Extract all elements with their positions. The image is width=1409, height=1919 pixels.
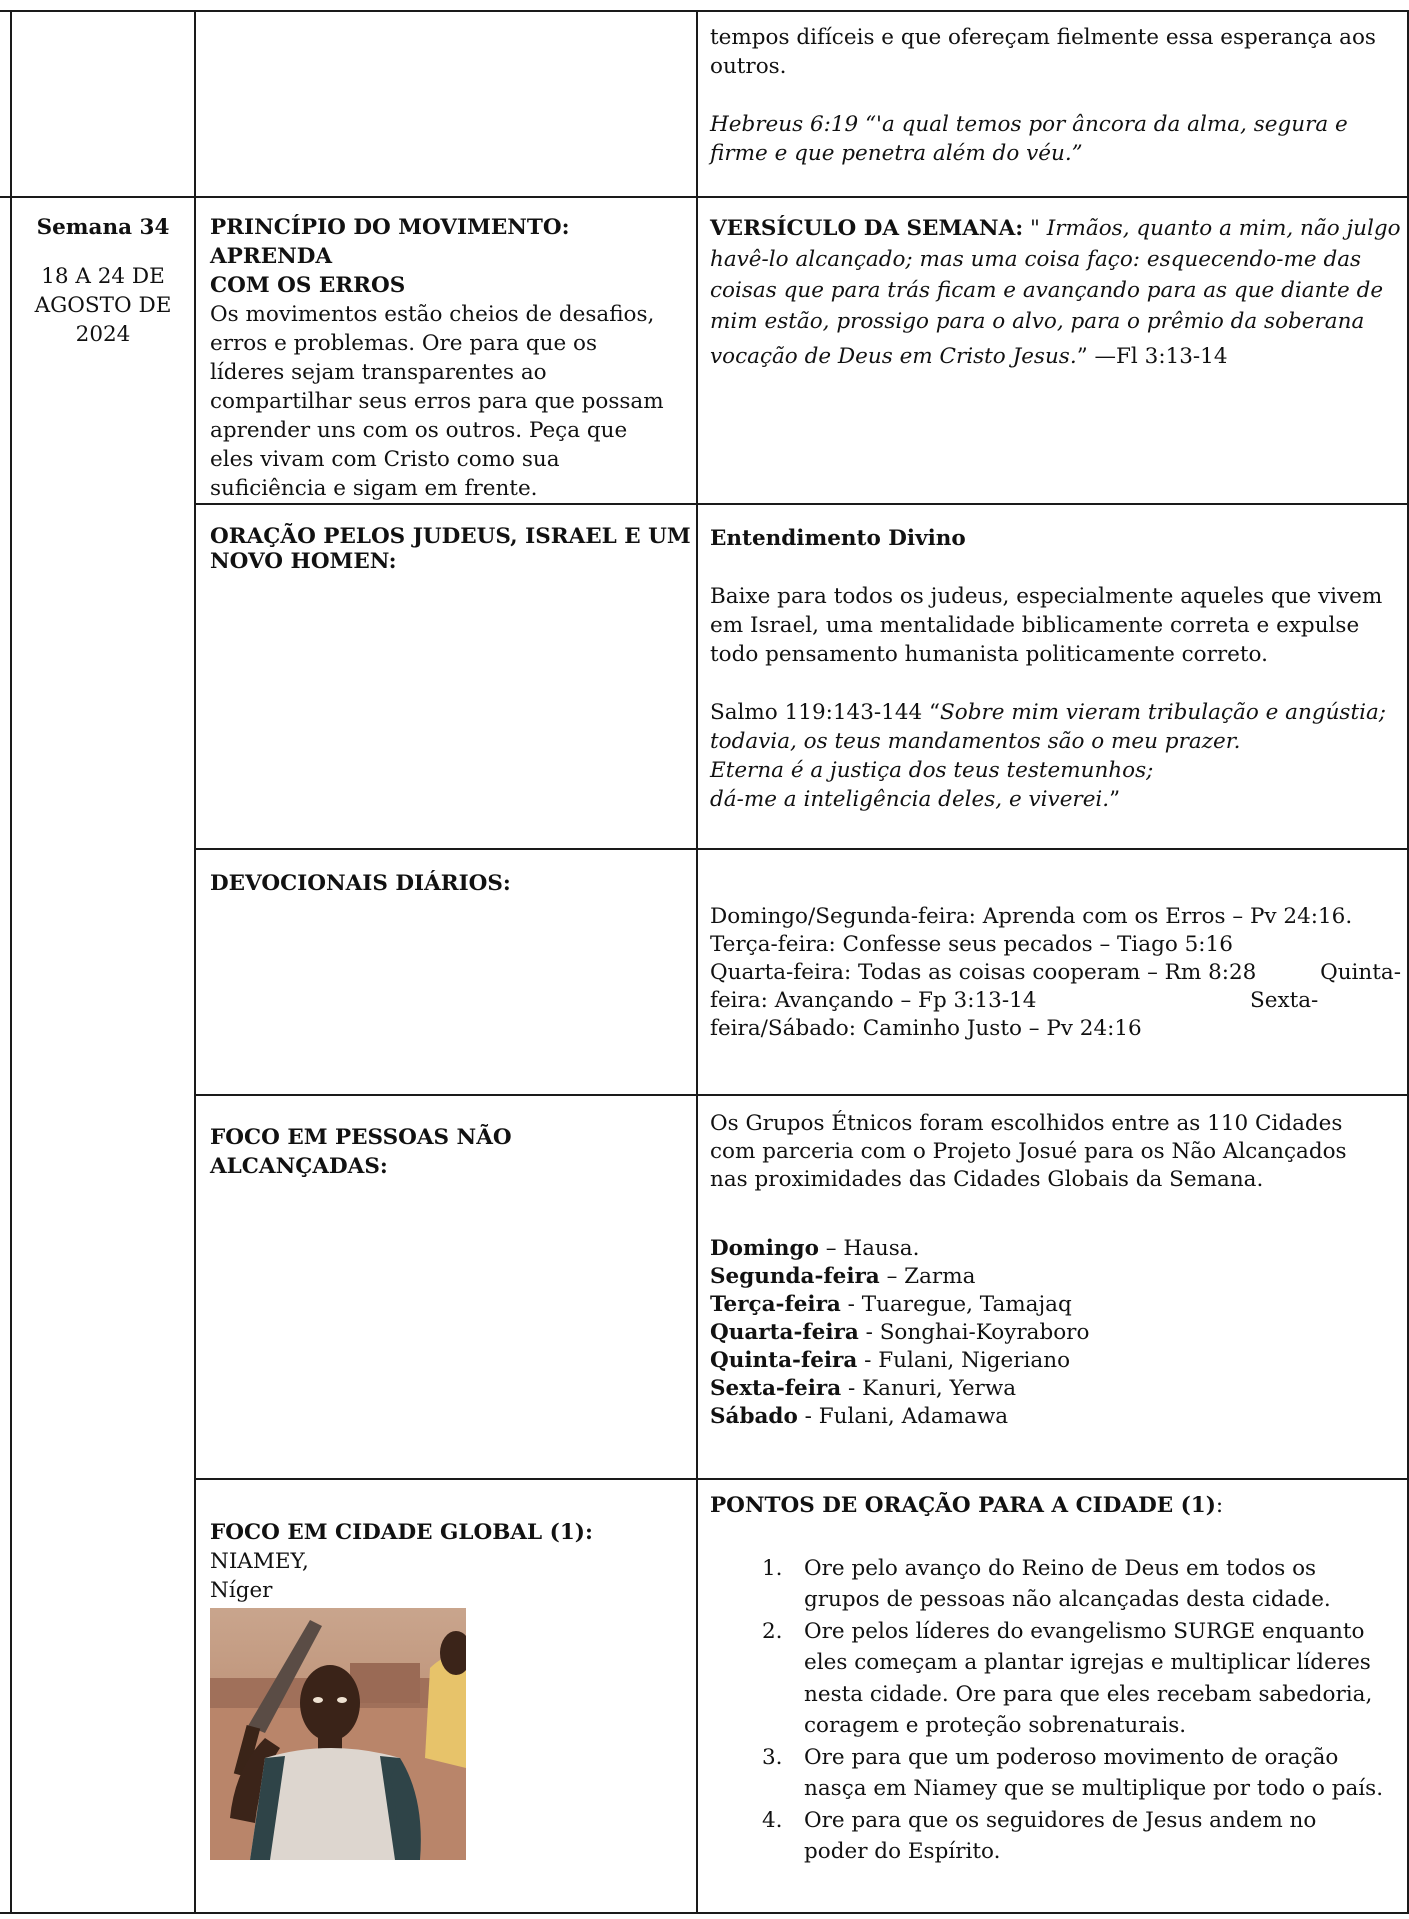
top-row-text [710,23,1400,168]
people-group: Songhai-Koyraboro [879,1320,1090,1345]
separator: – [879,1264,905,1289]
people-group-row [710,1235,1407,1263]
city-label: FOCO EM CIDADE GLOBAL (1): [210,1520,593,1545]
devotional-line: Domingo/Segunda-feira: Aprenda com os Erros – Pv 24:16. [710,904,1353,929]
devotional-line: Quarta-feira: Todas as coisas cooperam – Rm 8:28 [710,960,1257,985]
people-group: Fulani, Adamawa [818,1404,1009,1429]
prayer-point-line: grupos de pessoas não alcançadas desta cidade. [804,1587,1331,1612]
people-group: Hausa. [843,1236,920,1261]
column-divider-2 [696,10,698,1914]
jews-heading-cell [210,522,692,573]
prayer-point-line: coragem e proteção sobrenaturais. [804,1713,1187,1738]
weekday: Sábado [710,1404,798,1429]
separator: - [797,1404,819,1429]
jews-body-line: em Israel, uma mentalidade biblicamente correta e expulse [710,613,1360,638]
people-group: Kanuri, Yerwa [862,1376,1017,1401]
people-group: Tuaregue, Tamajaq [861,1292,1072,1317]
prayer-point-line: poder do Espírito. [804,1839,1001,1864]
section-heading: ORAÇÃO PELOS JUDEUS, ISRAEL E UM [210,524,691,549]
devotional-line: Sexta- [1250,988,1319,1013]
devotionals-content-cell [710,903,1407,1043]
verse-text: havê-lo alcançado; mas uma coisa faço: esquecendo-me das [710,247,1362,272]
unreached-intro: Os Grupos Étnicos foram escolhidos entre as 110 Cidades [710,1111,1343,1136]
verse-reference: ” —Fl 3:13-14 [1076,344,1228,369]
psalm-line: Sobre mim vieram tribulação e angústia; [940,700,1387,725]
row-divider-week [0,196,1409,198]
jews-content-cell [710,524,1407,814]
weekday: Terça-feira [710,1292,841,1317]
city-country: Níger [210,1578,273,1603]
verse-week-cell [710,213,1404,372]
prayer-point-number: 3. [762,1744,783,1770]
week-dates: 2024 [75,322,131,347]
prayer-point-number: 4. [762,1807,783,1833]
verse-line: firme e que penetra além do véu.” [710,141,1083,166]
people-group: Fulani, Nigeriano [878,1348,1071,1373]
weekday: Quarta-feira [710,1320,859,1345]
text-line: tempos difíceis e que ofereçam fielmente essa esperança aos [710,25,1376,50]
devotional-line: feira: Avançando – Fp 3:13-14 [710,988,1037,1013]
people-group-row [710,1403,1407,1431]
people-group-row [710,1375,1407,1403]
boy-with-machete-photo [210,1608,466,1860]
psalm-reference: Salmo 119:143-144 “ [710,700,941,725]
prayer-point-line: eles começam a plantar igrejas e multiplicar líderes [804,1650,1371,1675]
section-heading: PRINCÍPIO DO MOVIMENTO: APRENDA [210,215,570,269]
week-cell [12,213,194,349]
separator: - [841,1376,863,1401]
week-dates: AGOSTO DE [34,293,172,318]
weekday: Sexta-feira [710,1376,842,1401]
people-group-row [710,1347,1407,1375]
prayer-point-line: nesta cidade. Ore para que eles recebam sabedoria, [804,1681,1373,1707]
separator: - [857,1348,879,1373]
verse-text: coisas que para trás ficam e avançando para as que diante de [710,278,1384,303]
text-line: outros. [710,54,787,79]
prayer-point [710,1616,1407,1742]
prayer-point [710,1742,1407,1805]
points-heading: PONTOS DE ORAÇÃO PARA A CIDADE (1) [710,1493,1216,1518]
devotional-line: Terça-feira: Confesse seus pecados – Tiago 5:16 [710,932,1233,957]
people-group: Zarma [904,1264,976,1289]
prayer-point-line: Ore para que os seguidores de Jesus andem no [804,1807,1317,1833]
city-name: NIAMEY, [210,1549,309,1574]
prayer-point-line: Ore para que um poderoso movimento de oração [804,1744,1339,1770]
psalm-close: ” [1109,787,1121,812]
prayer-point-number: 2. [762,1618,783,1644]
separator: - [840,1292,862,1317]
verse-line: Hebreus 6:19 “'a qual temos por âncora da alma, segura e [710,112,1348,137]
row-divider-unreached [195,1094,1409,1096]
unreached-content-cell [710,1110,1407,1431]
table-bottom-border [0,1912,1409,1914]
prayer-point-number: 1. [762,1555,783,1581]
week-dates: 18 A 24 DE [41,264,165,289]
row-divider-jews [195,503,1409,505]
unreached-intro: nas proximidades das Cidades Globais da Semana. [710,1167,1264,1192]
principle-line: compartilhar seus erros para que possam [210,389,664,414]
people-group-row [710,1319,1407,1347]
devotionals-heading-cell [210,869,692,898]
principle-line: líderes sejam transparentes ao [210,360,547,385]
jews-body-line: Baixe para todos os judeus, especialmente aqueles que vivem [710,584,1383,609]
jews-body-line: todo pensamento humanista politicamente correto. [710,642,1268,667]
row-divider-devotionals [195,848,1409,850]
prayer-points-list [710,1553,1407,1868]
verse-text: mim estão, prossigo para o alvo, para o prêmio da soberana [710,309,1365,334]
weekday: Domingo [710,1236,819,1261]
weekday: Segunda-feira [710,1264,880,1289]
prayer-point [710,1805,1407,1868]
column-divider-1 [194,10,196,1914]
table-top-border [0,10,1409,12]
principle-cell [210,213,692,503]
section-heading: DEVOCIONAIS DIÁRIOS: [210,871,511,896]
unreached-intro: com parceria com o Projeto Josué para os Não Alcançados [710,1139,1347,1164]
week-title: Semana 34 [36,215,170,240]
unreached-heading-cell [210,1123,692,1181]
city-points-cell [710,1490,1407,1868]
prayer-point-line: Ore pelo avanço do Reino de Deus em todos os [804,1555,1317,1581]
people-group-row [710,1263,1407,1291]
principle-line: aprender uns com os outros. Peça que [210,418,628,443]
verse-text: Irmãos, quanto a mim, não julgo [1046,216,1401,241]
city-photo [210,1608,466,1860]
city-heading-cell [210,1518,692,1605]
devotional-line: Quinta- [1320,960,1401,985]
principle-line: Os movimentos estão cheios de desafios, [210,302,655,327]
verse-quote-open: " [1023,216,1047,241]
jews-title: Entendimento Divino [710,526,966,551]
psalm-line: todavia, os teus mandamentos são o meu prazer. [710,729,1241,754]
points-heading-colon: : [1215,1493,1224,1518]
row-divider-city [195,1478,1409,1480]
principle-line: erros e problemas. Ore para que os [210,331,598,356]
prayer-point-line: Ore pelos líderes do evangelismo SURGE enquanto [804,1618,1365,1644]
separator: - [858,1320,880,1345]
psalm-line: Eterna é a justiça dos teus testemunhos; [710,758,1154,783]
prayer-point-line: nasça em Niamey que se multiplique por todo o país. [804,1776,1384,1801]
separator: – [818,1236,844,1261]
verse-text: vocação de Deus em Cristo Jesus. [710,344,1077,369]
section-heading: NOVO HOMEN: [210,549,397,574]
principle-line: eles vivam com Cristo como sua [210,447,560,472]
section-heading: FOCO EM PESSOAS NÃO ALCANÇADAS: [210,1125,512,1179]
weekday: Quinta-feira [710,1348,858,1373]
prayer-point [710,1553,1407,1616]
principle-line: suficiência e sigam em frente. [210,476,538,501]
psalm-line: dá-me a inteligência deles, e viverei. [710,787,1110,812]
people-group-row [710,1291,1407,1319]
verse-label: VERSÍCULO DA SEMANA: [710,216,1024,241]
section-heading: COM OS ERROS [210,273,406,298]
devotional-line: feira/Sábado: Caminho Justo – Pv 24:16 [710,1016,1142,1041]
